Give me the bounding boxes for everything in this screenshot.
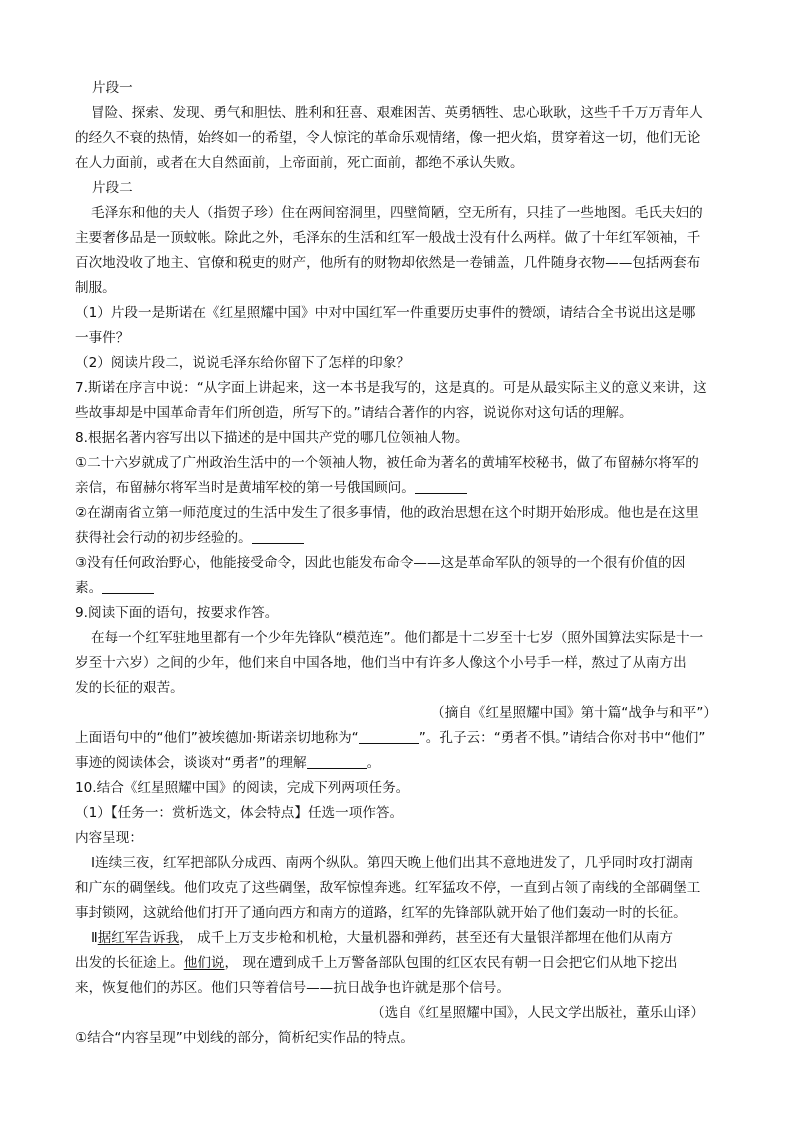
content-passage-1: Ⅰ连续三夜，红军把部队分成西、南两个纵队。第四天晚上他们出其不意地进发了，几乎同时攻打湖南: [91, 855, 694, 871]
question-8-item-2-text: 获得社会行动的初步经验的。: [75, 530, 252, 546]
question-10-sub-1: ①结合“内容呈现”中划线的部分，简析纪实作品的特点。: [75, 1030, 414, 1046]
question-9-passage: 发的长征的艰苦。: [75, 680, 184, 696]
fragment-1-title: 片段一: [92, 80, 133, 96]
question-9-ask-2-text: 事迹的阅读体会，谈谈对“勇者”的理解: [75, 755, 307, 771]
passage-2-numeral: Ⅱ: [91, 930, 98, 946]
question-9-ask-1-text: 上面语句中的“他们”被埃德加·斯诺亲切地称为“: [75, 730, 359, 746]
fragment-1-line: 的经久不衰的热情，始终如一的希望，令人惊诧的革命乐观情绪，像一把火焰，贯穿着这一切，他们无论: [75, 130, 701, 146]
passage-2-text: ， 成千上万支步枪和机枪，大量机器和弹药，甚至还有大量银洋都埋在他们从南方: [179, 930, 673, 946]
passage-2-text: ， 现在遭到成千上万警备部队包围的红区农民有朝一日会把它们从地下挖出: [224, 955, 678, 971]
fragment-2-line: 毛泽东和他的夫人（指贺子珍）住在两间窑洞里，四壁简陋，空无所有，只挂了一些地图。毛氏夫妇的: [91, 205, 703, 221]
question-8-item-2: ②在湖南省立第一师范度过的生活中发生了很多事情，他的政治思想在这个时期开始形成。他也是在这里: [75, 505, 699, 521]
answer-blank[interactable]: [102, 579, 154, 594]
question-9-ask-2: [75, 753, 380, 773]
question-8-item-2-cont: [75, 528, 304, 548]
fragment-2-line: 制服。: [75, 280, 116, 296]
question-6-1-cont: 一事件？: [75, 330, 130, 346]
question-7-cont: 些故事却是中国革命青年们所创造，所写下的。”请结合著作的内容，说说你对这句话的理解。: [75, 405, 633, 421]
question-8-item-3-text: 素。: [75, 580, 103, 596]
question-8-item-1: ①二十六岁就成了广州政治生活中的一个领袖人物，被任命为著名的黄埔军校秘书，做了布留赫尔将军的: [75, 455, 699, 471]
content-passage-2: [91, 928, 673, 948]
answer-blank[interactable]: [252, 529, 304, 544]
answer-blank[interactable]: [307, 754, 367, 769]
fragment-2-title: 片段二: [92, 180, 133, 196]
fragment-2-line: 百次地没收了地主、官僚和税吏的财产，他所有的财物却依然是一卷铺盖，几件随身衣物——包括两套布: [75, 255, 701, 271]
content-label: 内容呈现：: [75, 830, 143, 846]
passage-2-text: 出发的长征途上。: [75, 955, 184, 971]
question-9-passage: 岁至十六岁）之间的少年，他们来自中国各地，他们当中有许多人像这个小号手一样，熬过了从南方出: [75, 655, 687, 671]
fragment-1-line: 在人力面前，或者在大自然面前，上帝面前，死亡面前，都绝不承认失败。: [75, 155, 524, 171]
question-9-stem: 9.阅读下面的语句，按要求作答。: [75, 605, 279, 621]
answer-blank[interactable]: [415, 479, 467, 494]
content-passage-1: 和广东的碉堡线。他们攻克了这些碉堡，敌军惊惶奔逃。红军猛攻不停，一直到占领了南线的全部碉堡工: [75, 880, 701, 896]
question-6-2: （2）阅读片段二，说说毛泽东给你留下了怎样的印象？: [75, 355, 410, 371]
question-6-1: （1）片段一是斯诺在《红星照耀中国》中对中国红军一件重要历史事件的赞颂，请结合全书说出这是哪: [75, 305, 696, 321]
question-9-ask-1-text: ”。孔子云：“勇者不惧。”请结合你对书中“他们”: [418, 730, 706, 746]
question-8-item-3-cont: [75, 578, 154, 598]
question-7: 7.斯诺在序言中说：“从字面上讲起来，这一本书是我写的，这是真的。可是从最实际主义的意义来讲，这: [75, 380, 707, 396]
question-10-stem: 10.结合《红星照耀中国》的阅读，完成下列两项任务。: [75, 780, 410, 796]
underlined-phrase: 他们说: [183, 955, 225, 971]
content-passage-2: 来，恢复他们的苏区。他们只等着信号——抗日战争也许就是那个信号。: [75, 980, 510, 996]
question-10-task-1: （1）【任务一：赏析选文，体会特点】任选一项作答。: [75, 805, 404, 821]
question-8-stem: 8.根据名著内容写出以下描述的是中国共产党的哪几位领袖人物。: [75, 430, 469, 446]
fragment-2-line: 主要奢侈品是一顶蚊帐。除此之外，毛泽东的生活和红军一般战士没有什么两样。做了十年红军领袖，千: [75, 230, 701, 246]
content-source: （选自《红星照耀中国》，人民文学出版社，董乐山译）: [371, 1005, 705, 1021]
content-passage-1: 事封锁网，这就给他们打开了通向西方和南方的道路，红军的先锋部队就开始了他们轰动一时的长征。: [75, 905, 687, 921]
answer-blank[interactable]: [359, 729, 419, 744]
question-9-passage: 在每一个红军驻地里都有一个少年先锋队“模范连”。他们都是十二岁至十七岁（照外国算法实际是十一: [91, 630, 704, 646]
underlined-phrase: 据红军告诉我: [97, 930, 180, 946]
question-9-ask-2-text: 。: [366, 755, 381, 771]
question-9-ask-1: [75, 728, 705, 748]
question-9-source: （摘自《红星照耀中国》第十篇“战争与和平”）: [431, 705, 717, 721]
content-passage-2: [75, 953, 677, 973]
question-8-item-3: ③没有任何政治野心，他能接受命令，因此也能发布命令——这是革命军队的领导的一个很有价值的因: [75, 555, 686, 571]
question-8-item-1-cont: [75, 478, 467, 498]
question-8-item-1-text: 亲信，布留赫尔将军当时是黄埔军校的第一号俄国顾问。: [75, 480, 415, 496]
fragment-1-line: 冒险、探索、发现、勇气和胆怯、胜利和狂喜、艰难困苦、英勇牺牲、忠心耿耿，这些千千万万青年人: [91, 105, 703, 121]
